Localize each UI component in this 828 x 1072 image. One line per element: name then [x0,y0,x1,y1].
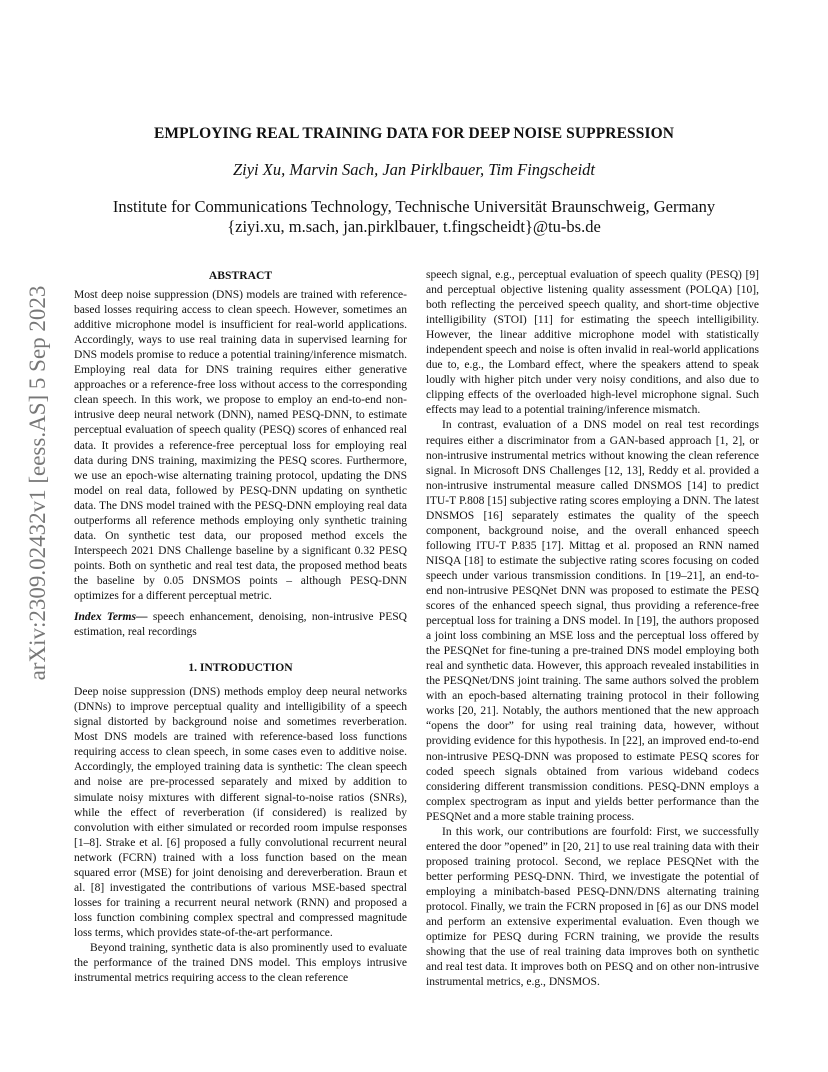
paper-title: EMPLOYING REAL TRAINING DATA FOR DEEP NOISE SUPPRESSION [153,125,675,142]
intro-paragraph-3: speech signal, e.g., perceptual evaluation of speech quality (PESQ) [9] and perceptual objective listening quality assessment (POLQA) [10], both reflecting the perceived speech quality, and short-time objective intelligibility (STOI) [11] for estimating the speech intelligibility. However, the linear additive microphone model with statistically independent speech and noise is often invalid in real-world applications due to, e.g., the Lombard effect, where the speakers attend to speak loudly with higher pitch under very noisy conditions, and also due to clipping effects of the overloaded high-level microphone signal. Such effects may lead to a potential training/inference mismatch. [426,269,759,417]
intro-paragraph-1: Deep noise suppression (DNS) methods employ deep neural networks (DNNs) to improve perceptual quality and intelligibility of a speech signal distorted by background noise and sometimes reverberation. Most DNS models are trained with reference-based loss functions requiring access to clean speech, in some cases even to additive noise. Accordingly, the employed training data is synthetic: The clean speech and noise are pre-processed separately and mixed by addition to simulate noisy mixtures with different signal-to-noise ratios (SNRs), while the effect of reverberation (if considered) is realized by convolution with either simulated or recorded room impulse responses [1–8]. Strake et al. [6] proposed a fully convolutional recurrent neural network (FCRN) trained with a loss function based on the mean squared error (MSE) for joint denoising and dereverberation. Braun et al. [8] investigated the contributions of various MSE-based spectral losses for training a recurrent neural network (RNN) and proposed a loss function combining complex spectral and compressed magnitude loss terms, which provides state-of-the-art performance. [74,686,407,939]
left-column [74,268,407,986]
author-list: Ziyi Xu, Marvin Sach, Jan Pirklbauer, Tim Fingscheidt [232,160,596,179]
right-column [426,268,759,990]
abstract-heading: ABSTRACT [208,269,273,282]
author-emails: {ziyi.xu, m.sach, jan.pirklbauer, t.fingscheidt}@tu-bs.de [227,217,601,236]
affiliation-block [0,197,828,237]
intro-paragraph-4: In contrast, evaluation of a DNS model on real test recordings requires either a discriminator from a GAN-based approach [1, 2], or non-intrusive instrumental metrics without knowing the clean reference signal. In Microsoft DNS Challenges [12, 13], Reddy et al. provided a non-intrusive instrumental measure called DNSMOS [14] to predict ITU-T P.808 [15] subjective rating scores employing a DNN. The latest DNSMOS [16] separately estimates the quality of the speech component, background noise, and the overall enhanced speech following ITU-T P.835 [17]. Mittag et al. proposed an RNN named NISQA [18] to estimate the subjective rating scores focusing on coded speech under various transmission conditions. In [19–21], an end-to-end non-intrusive PESQNet DNN was proposed to estimate the PESQ scores of the enhanced speech signal, thus providing a reference-free perceptual loss for training a DNS model. In [19], the authors proposed a joint loss combining an MSE loss and the perceptual loss offered by the PESQNet for fine-tuning a pre-trained DNS model employing both real and synthetic data. However, this approach revealed instabilities in the PESQNet/DNS joint training. The same authors solved the problem with an epoch-based alternating training protocol in their following works [20, 21]. Notably, the authors mentioned that the new approach “opens the door” for using real training data, however, without providing evidence for this hypothesis. In [22], an improved end-to-end non-intrusive PESQ-DNN was proposed to estimate PESQ scores for coded speech signals obtained from various wideband codecs considering different transmission conditions. PESQ-DNN employs a complex spectrogram as input and yields better performance than the PESQNet and a more stable training process. [426,419,759,823]
index-terms-text: speech enhancement, denoising, non-intrusive PESQ estimation, real recordings [74,611,408,639]
arxiv-sidebar [18,285,58,681]
intro-paragraph-2: Beyond training, synthetic data is also prominently used to evaluate the performance of the trained DNS model. This employs intrusive instrumental metrics requiring access to the clean reference [74,941,407,985]
index-terms [74,610,407,640]
abstract-text: Most deep noise suppression (DNS) models are trained with reference-based losses requiring access to clean speech. However, sometimes an additive microphone model is insufficient for real-world applications. Accordingly, ways to use real training data in supervised learning for DNS models promise to reduce a potential training/inference mismatch. Employing real data for DNS training requires either generative approaches or a reference-free loss without access to the corresponding clean speech. In this work, we propose to employ an end-to-end non-intrusive deep neural network (DNN), named PESQ-DNN, to estimate perceptual evaluation of speech quality (PESQ) scores of enhanced real data. It provides a reference-free perceptual loss for employing real data during DNS training, maximizing the PESQ scores. Furthermore, we use an epoch-wise alternating training protocol, updating the DNS model on real data, followed by PESQ-DNN updating on synthetic data. The DNS model trained with the PESQ-DNN employing real data outperforms all reference methods employing only synthetic training data. On synthetic test data, our proposed method excels the Interspeech 2021 DNS Challenge baseline by a significant 0.32 PESQ points. Both on synthetic and real test data, the proposed method beats the baseline by 0.05 DNSMOS points – although PESQ-DNN optimizes for a different perceptual metric. [74,289,407,602]
affiliation: Institute for Communications Technology, Technische Universität Braunschweig, Germany [112,197,716,216]
intro-paragraph-5: In this work, our contributions are fourfold: First, we successfully entered the door ”opened” in [20, 21] to use real training data with their proposed training protocol. Second, we replace PESQNet with the better performing PESQ-DNN. Third, we investigate the potential of employing a minibatch-based PESQ-DNN/DNS alternating training protocol. Finally, we train the FCRN proposed in [6] as our DNS model and perform an extensive experimental evaluation. Even though we optimize for PESQ during FCRN training, we provide the results showing that the use of real training data improves both on synthetic and real test data. It improves both on PESQ and on other non-intrusive instrumental metrics, e.g., DNSMOS. [426,825,759,989]
index-terms-label: Index Terms— [74,611,148,624]
introduction-heading: 1. INTRODUCTION [188,661,293,675]
arxiv-identifier: arXiv:2309.02432v1 [eess.AS] 5 Sep 2023 [25,285,50,681]
